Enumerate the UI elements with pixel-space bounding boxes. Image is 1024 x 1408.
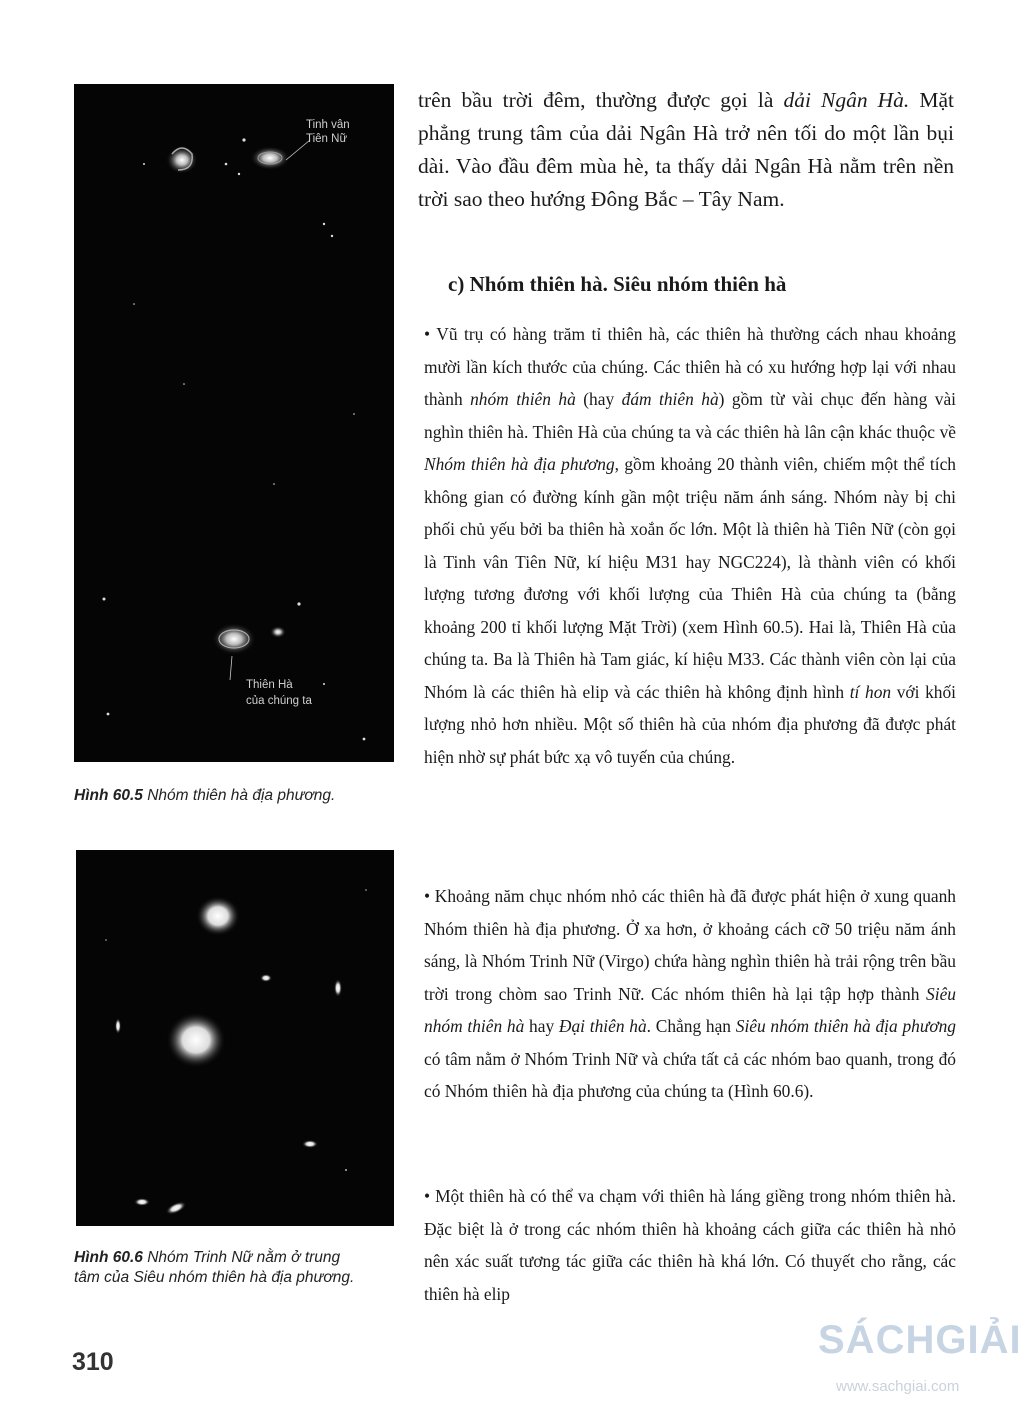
p2-term-local-supercluster: Siêu nhóm thiên hà địa phương (735, 1016, 956, 1036)
virgo-cluster-illustration (76, 850, 394, 1226)
p1-text-3: ) gồm từ vài chục đến hàng vài nghìn thiên hà. Thiên Hà của chúng ta và các thiên hà lân cận khác thuộc về (424, 389, 956, 442)
continued-text-start: trên bầu trời đêm, thường được gọi là (418, 88, 784, 112)
triangulum-galaxy (166, 146, 198, 174)
figure-60-6-text-line2: tâm của Siêu nhóm thiên hà địa phương. (74, 1269, 355, 1286)
p3-text-1: • Một thiên hà có thể va chạm với thiên hà láng giềng trong nhóm thiên hà. Đặc biệt là ở trong các nhóm thiên hà khoảng cách giữa các thiên hà nhỏ nên xác suất tương tác giữa các thiên hà khá lớn. Có thuyết cho rằng, các thiên hà elip (424, 1186, 956, 1304)
watermark-logo (818, 1318, 1024, 1408)
figure-60-5-text: Nhóm thiên hà địa phương. (147, 787, 336, 804)
milky-way-label-line1: Thiên Hà (246, 679, 293, 691)
figure-60-6-number: Hình 60.6 (74, 1249, 143, 1266)
p1-term-galaxy-cluster: đám thiên hà (621, 389, 719, 409)
background-stars (105, 889, 367, 1171)
p1-text-2: (hay (575, 389, 622, 409)
p2-text-4: có tâm nằm ở Nhóm Trinh Nữ và chứa tất cả các nhóm bao quanh, trong đó có Nhóm thiên hà địa phương của chúng ta (Hình 60.6). (424, 1048, 956, 1101)
p2-term-supercluster: Siêu nhóm thiên hà (424, 983, 956, 1036)
andromeda-label-line2: Tiên Nữ (306, 133, 348, 145)
p2-term-great-galaxy: Đại thiên hà (558, 1016, 647, 1036)
p1-text-5: với khối lượng nhỏ hơn nhiều. Một số thiên hà của nhóm địa phương đã được phát hiện nhờ sự phát bức xạ vô tuyến của chúng. (424, 681, 956, 767)
figure-60-5-caption (74, 786, 335, 806)
paragraph-supercluster (424, 880, 956, 1108)
galaxy-cluster (115, 896, 342, 1217)
andromeda-label-line1: Tinh vân (306, 119, 350, 131)
figure-virgo-cluster-image (76, 850, 394, 1226)
continued-paragraph (418, 84, 954, 216)
watermark-url: www.sachgiai.com (836, 1378, 960, 1395)
milky-way-label-line2: của chúng ta (246, 695, 312, 707)
figure-60-5-number: Hình 60.5 (74, 787, 143, 804)
figure-local-group-image (74, 84, 394, 762)
p2-text-2: hay (524, 1016, 559, 1036)
section-heading: c) Nhóm thiên hà. Siêu nhóm thiên hà (448, 272, 787, 296)
p1-term-dwarf: tí hon (849, 681, 892, 702)
p2-text-3: . Chẳng hạn (646, 1016, 736, 1036)
paragraph-local-group (424, 318, 956, 773)
paragraph-collisions (424, 1180, 956, 1310)
page-number: 310 (72, 1348, 114, 1376)
watermark-brand: SÁCHGIẢI (818, 1318, 1022, 1362)
milky-way-galaxy (212, 623, 312, 707)
figure-60-6-text-line1: Nhóm Trinh Nữ nằm ở trung (147, 1249, 341, 1266)
p1-term-local-group: Nhóm thiên hà địa phương (424, 454, 615, 474)
p2-text-1: • Khoảng năm chục nhóm nhỏ các thiên hà đã được phát hiện ở xung quanh Nhóm thiên hà địa phương. Ở xa hơn, ở khoảng cách cỡ 50 triệu năm ánh sáng, là Nhóm Trinh Nữ (Virgo) chứa hàng nghìn thiên hà trải rộng trên bầu trời trong chòm sao Trinh Nữ. Các nhóm thiên hà lại tập hợp thành (424, 886, 956, 1004)
p1-term-galaxy-group: nhóm thiên hà (470, 389, 576, 409)
p1-text-1: • Vũ trụ có hàng trăm tỉ thiên hà, các thiên hà thường cách nhau khoảng mười lần kích thước của chúng. Các thiên hà có xu hướng hợp lại với nhau thành (424, 324, 956, 409)
continued-text-rest: Mặt phẳng trung tâm của dải Ngân Hà trở nên tối do một lần bụi dài. Vào đầu đêm mùa hè, ta thấy dải Ngân Hà nằm trên nền trời sao theo hướng Đông Bắc – Tây Nam. (418, 88, 955, 211)
figure-60-6-caption (74, 1248, 414, 1288)
p1-text-4: , gồm khoảng 20 thành viên, chiếm một thể tích không gian có đường kính gần một triệu năm ánh sáng. Nhóm này bị chi phối chủ yếu bởi ba thiên hà xoắn ốc lớn. Một là thiên hà Tiên Nữ (còn gọi là Tinh vân Tiên Nữ, kí hiệu M31 hay NGC224), là thành viên có khối lượng tương đương với khối lượng của Thiên Hà của chúng ta (bằng khoảng 200 tỉ khối lượng Mặt Trời) (xem Hình 60.5). Hai là, Thiên Hà của chúng ta. Ba là Thiên hà Tam giác, kí hiệu M33. Các thành viên còn lại của Nhóm là các thiên hà elip và các thiên hà không định hình (424, 454, 956, 702)
milky-way-term: dải Ngân Hà. (783, 88, 910, 112)
local-group-illustration (74, 84, 394, 762)
andromeda-galaxy (250, 119, 350, 170)
